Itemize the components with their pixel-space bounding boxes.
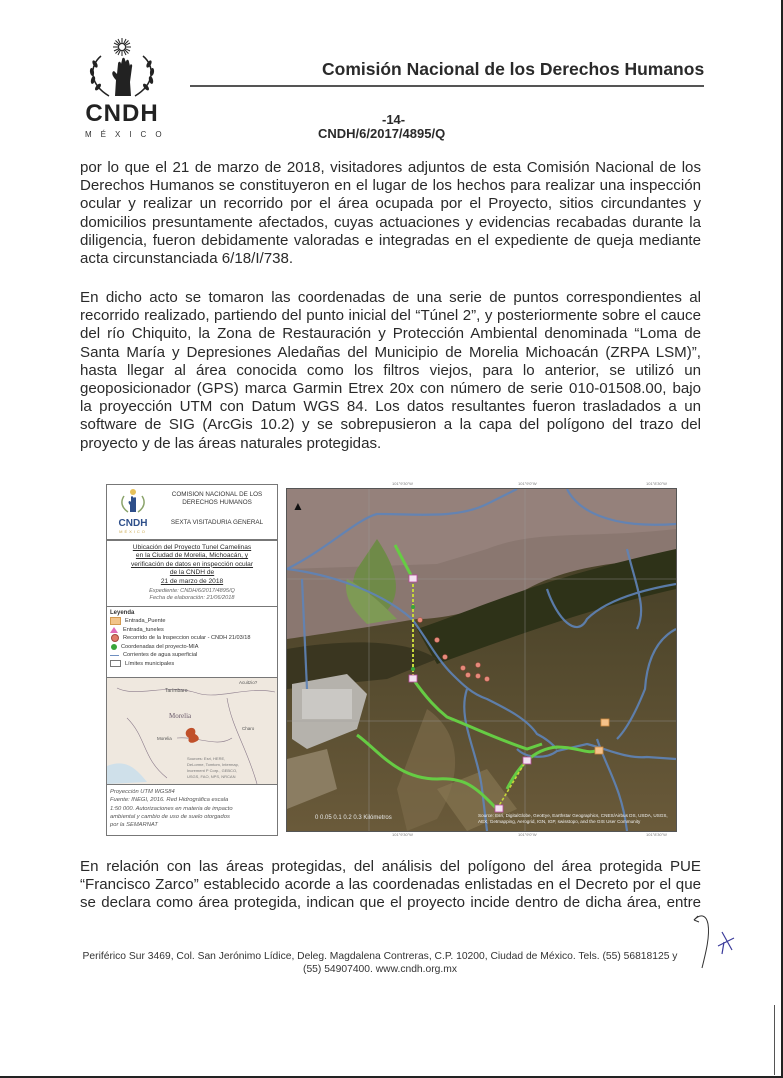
svg-text:Acuitzio?: Acuitzio?: [239, 680, 258, 685]
panel-office: SEXTA VISITADURIA GENERAL: [170, 519, 264, 526]
institution-title: Comisión Nacional de los Derechos Humanos: [322, 59, 705, 79]
logo-acronym: CNDH: [85, 100, 159, 127]
paragraph-inspection-visit: [80, 159, 701, 268]
page-number: -14-: [382, 112, 406, 127]
legend-item-entrada-tuneles: [107, 626, 277, 635]
text-line: diligencia, fueron debidamente valoradas e integradas en el expediente de queja mediante: [80, 231, 701, 249]
grid-label-bottom: 101°9'30"W: [392, 832, 413, 837]
text-line: la proyección UTM con Datum WGS 84. Los datos resultantes fueron trasladados a un: [80, 398, 701, 416]
footer-line: (55) 54907400. www.cndh.org.mx: [303, 964, 457, 975]
header-divider: [190, 85, 704, 87]
text-line: recorrido realizado, partiendo del punto inicial del “Túnel 2”, y posteriormente sobre el cauce: [80, 307, 701, 325]
file-number: CNDH/6/2017/4895/Q: [318, 126, 446, 141]
panel-logo-country: MÉXICO: [119, 529, 147, 534]
note-line: por la SEMARNAT: [110, 822, 158, 829]
svg-text:Tarímbaro: Tarímbaro: [165, 688, 188, 694]
map-attribution: Source: Esri, DigitalGlobe, GeoEye, Earthstar Geographics, CNES/Airbus DS, USDA, USGS, AEX, Getmapping, Aerogrid, IGN, IGP, swisstopo, and the GIS User Community: [478, 813, 668, 824]
hand-sun-laurel-emblem-icon: [79, 36, 165, 100]
map-title-line: Ubicación del Proyecto Tunel Camelinas: [132, 544, 252, 551]
note-line: 1:50 000. Autorizaciones en materia de impacto: [110, 805, 233, 812]
text-line: acta circunstanciada 6/18/I/738.: [80, 250, 294, 268]
text-line: domicilios presuntamente afectados, cuyas actuaciones y evidencias recabadas durante la: [80, 213, 701, 231]
text-line: software de SIG (ArcGis 10.2) y se sobrepusieron a la capa del polígono del trazo del: [80, 416, 701, 434]
grid-label-bottom: 101°8'30"W: [646, 832, 667, 837]
panel-header-box: [106, 484, 278, 540]
paragraph-protected-area: [80, 858, 701, 913]
panel-org-name: COMISION NACIONAL DE LOS DERECHOS HUMANOS: [171, 491, 263, 506]
cndh-emblem-icon: [118, 488, 148, 514]
satellite-map: [286, 488, 677, 832]
text-line: “Francisco Zarco” establecido acorde a las coordenadas enlistadas en el Decreto por el que: [80, 876, 701, 894]
stream-line-icon: [110, 655, 119, 656]
map-info-panel: [106, 484, 278, 836]
note-line: Proyección UTM WGS84: [110, 789, 175, 795]
panel-logo-acronym: CNDH: [118, 518, 148, 529]
map-title-line: en la Ciudad de Morelia, Michoacán, y: [135, 552, 249, 560]
panel-logo: [111, 488, 155, 534]
paragraph-gps-coordinates: [80, 289, 701, 453]
text-line: hasta llegar al área conocida como los filtros viejos, para lo anterior, se utilizó un: [80, 361, 701, 379]
text-line: Santa María y Depresiones Aledañas del Municipio de Morelia Michoacán (ZRPA LSM)”,: [80, 343, 701, 361]
svg-text:USGS, FAO, NPS, NRCAN: USGS, FAO, NPS, NRCAN: [187, 774, 236, 779]
legend-label: Coordenadas del proyecto-MIA: [121, 643, 199, 650]
svg-text:Morelia: Morelia: [169, 712, 192, 720]
legend-label: Entrada_tuneles: [123, 626, 164, 633]
map-title-line: de la CNDH de: [169, 569, 215, 577]
legend-item-entrada-puente: [107, 617, 277, 626]
north-arrow-icon: ▲: [292, 499, 304, 513]
legend-label: Entrada_Puente: [125, 618, 166, 625]
grid-label-top: 101°8'30"W: [646, 481, 667, 486]
note-line: Fuente: INEGI, 2016. Red Hidrográfica escala: [110, 797, 229, 804]
bridge-entry-swatch-icon: [110, 617, 121, 625]
legend-label: Límites municipales: [125, 660, 175, 667]
text-line: por lo que el 21 de marzo de 2018, visitadores adjuntos de esta Comisión Nacional de los: [80, 159, 701, 176]
text-line: proyecto y de las áreas naturales protegidas.: [80, 434, 382, 452]
text-line: En relación con las áreas protegidas, del análisis del polígono del área protegida PUE: [80, 858, 701, 875]
svg-text:Increment P Corp., GEBCO,: Increment P Corp., GEBCO,: [187, 768, 238, 773]
legend-label: Corrientes de agua superficial: [123, 652, 198, 659]
text-line: del río Chiquito, la Zona de Restauración y Protección Ambiental denominada “Loma de: [80, 325, 701, 343]
map-legend: [106, 606, 278, 678]
legend-item-limites: [107, 660, 277, 669]
map-figure: [106, 481, 676, 839]
text-line: ocular y realizar un recorrido por el área ocupada por el Proyecto, sitios circundantes y: [80, 195, 701, 213]
handwritten-arrow-and-initial-icon: [692, 912, 742, 972]
map-date: Fecha de elaboración: 21/06/2018: [149, 595, 235, 602]
footer-address: [80, 950, 680, 976]
inset-map-graphic: [107, 678, 277, 784]
footer-line: Periférico Sur 3469, Col. San Jerónimo Lídice, Deleg. Magdalena Contreras, C.P. 10200, Ciudad de México. Tels. (55) 56818125 y: [82, 951, 678, 962]
map-title-line: 21 de marzo de 2018: [160, 577, 224, 585]
project-point-circle-icon: [111, 644, 117, 650]
text-line: se declara como área protegida, indican que el proyecto incide dentro de dicha área, entre: [80, 894, 701, 912]
satellite-imagery: [287, 489, 676, 831]
svg-text:Charo: Charo: [242, 726, 255, 731]
text-line: En dicho acto se tomaron las coordenadas de una serie de puntos correspondientes al: [80, 289, 701, 306]
text-line: geoposicionador (GPS) marca Garmin Etrex 20x con número de serie 010-01508.00, bajo: [80, 380, 701, 398]
legend-label: Recorrido de la Inspeccion ocular - CNDH 21/03/18: [123, 635, 251, 642]
municipal-boundary-rect-icon: [110, 660, 121, 667]
grid-label-bottom: 101°9'0"W: [518, 832, 537, 837]
map-expediente: Expediente: CNDH/6/2017/4895/Q: [149, 588, 235, 595]
legend-title: Leyenda: [110, 610, 135, 616]
location-inset-map: [106, 677, 278, 785]
legend-item-recorrido: [107, 634, 277, 643]
map-scale-bar: 0 0.05 0.1 0.2 0.3 Kilómetros: [315, 815, 392, 821]
grid-label-top: 101°9'0"W: [518, 481, 537, 486]
map-notes: [106, 784, 278, 836]
map-title-box: [106, 540, 278, 607]
legend-item-coordenadas: [107, 643, 277, 652]
svg-text:DeLorme, Tomtom, Intermap,: DeLorme, Tomtom, Intermap,: [187, 762, 239, 767]
logo-country: MÉXICO: [85, 130, 171, 139]
tunnel-entry-triangle-icon: [110, 627, 118, 633]
svg-text:Morelia: Morelia: [157, 736, 172, 741]
cndh-logo: [76, 36, 171, 142]
margin-mark: [774, 1005, 775, 1075]
note-line: ambiental y cambio de uso de suelo otorgados: [110, 813, 230, 820]
svg-text:Sources: Esri, HERE,: Sources: Esri, HERE,: [187, 756, 226, 761]
text-line: Derechos Humanos se constituyeron en el lugar de los hechos para realizar una inspección: [80, 177, 701, 195]
grid-label-top: 101°9'30"W: [392, 481, 413, 486]
map-title-line: verificación de datos en inspección ocular: [130, 560, 254, 568]
inspection-point-circle-icon: [111, 634, 119, 642]
legend-item-corrientes: [107, 651, 277, 660]
